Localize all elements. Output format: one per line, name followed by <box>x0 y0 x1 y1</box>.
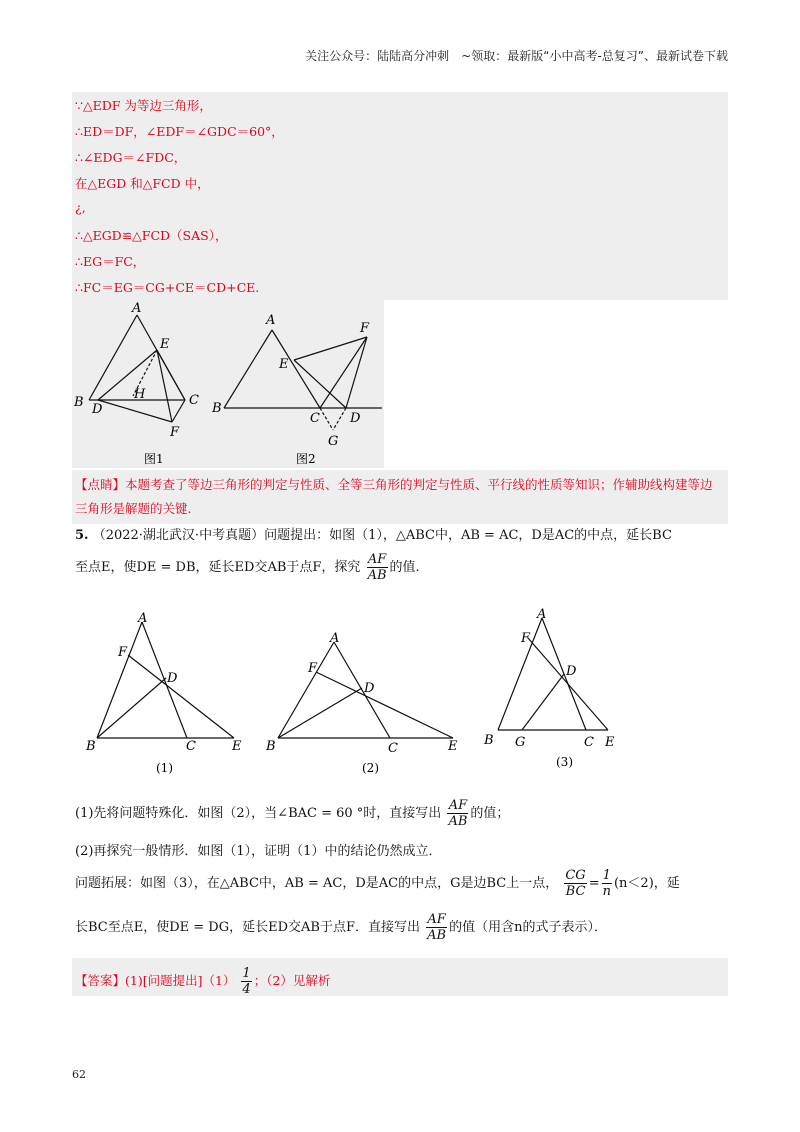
q5-fig3-label-a: A <box>537 607 547 622</box>
fig1-label-c: C <box>189 393 199 408</box>
fig2-label-b: B <box>212 401 222 416</box>
fig1-label-f: F <box>170 425 180 440</box>
question-line2a: 至点E，使DE = DB，延长ED交AB于点F，探究 <box>75 560 361 575</box>
q5-fig3-label-e: E <box>605 735 615 750</box>
q5-fig1-label-e: E <box>232 739 242 754</box>
q5-fig1-label-d: D <box>167 671 178 686</box>
question5-ext1 <box>75 868 680 899</box>
figure-q5-svg <box>72 600 632 780</box>
fig2-label-a: A <box>266 313 276 328</box>
question5-part2: (2)再探究一般情形．如图（1），证明（1）中的结论仍然成立． <box>75 844 442 859</box>
fig1-label-a: A <box>132 301 142 316</box>
fraction-af-ab-ext: $\frac{AF}{AB}$ <box>427 912 447 943</box>
dianjing-tag: 【点睛】 <box>75 477 126 492</box>
dianjing-note <box>72 470 728 524</box>
q5-fig2-label-e: E <box>448 739 458 754</box>
fig2-label-c: C <box>310 411 320 426</box>
answer-block <box>72 958 728 996</box>
fig2-label-e: E <box>279 357 289 372</box>
q5-fig2-label-a: A <box>330 631 340 646</box>
q5-caption-3: (3) <box>556 755 573 769</box>
fig2-label-d: D <box>350 411 361 426</box>
solution-line: ∴FC＝EG＝CG+CE＝CD+CE. <box>75 280 260 295</box>
question-number: 5. <box>75 528 89 543</box>
solution-line: ¿, <box>75 200 86 215</box>
q5-fig3-label-c: C <box>584 735 594 750</box>
q5-fig2-label-b: B <box>266 739 276 754</box>
q5-fig3-label-g: G <box>515 735 526 750</box>
solution-line: ∴ED＝DF，∠EDF＝∠GDC＝60°， <box>75 124 284 139</box>
fraction-cg-bc: $\frac{CG}{BC}$ <box>565 868 586 899</box>
fig1-label-e: E <box>160 337 170 352</box>
fig2-label-g: G <box>328 434 339 449</box>
q5-fig1-label-c: C <box>186 739 196 754</box>
q5-fig3-label-f: F <box>521 631 531 646</box>
answer-text1: (1)[问题提出]（1） <box>125 973 236 988</box>
fig1-label-h: H <box>134 387 146 402</box>
solution-line: ∵△EDF 为等边三角形， <box>75 98 212 113</box>
question-line2b: 的值. <box>389 560 420 575</box>
q5-fig2-label-c: C <box>388 741 398 756</box>
q5-fig3-label-b: B <box>484 733 494 748</box>
ext2-text-b: 的值（用含n的式子表示）． <box>449 920 607 935</box>
equals-sign: = <box>588 876 600 891</box>
header-note: 关注公众号：陆陆高分冲刺 ~领取：最新版“小中高考-总复习”、最新试卷下载 <box>305 49 728 63</box>
q5-fig1-label-b: B <box>86 739 96 754</box>
fig2-label-f: F <box>360 321 370 336</box>
figure-q5 <box>72 600 632 780</box>
fig1-caption: 图1 <box>144 452 164 466</box>
part1-text-a: (1)先将问题特殊化．如图（2），当∠BAC = 60 °时，直接写出 <box>75 806 442 821</box>
ext1-text-a: 问题拓展：如图（3），在△ABC中，AB = AC，D是AC的中点，G是边BC上一点， <box>75 876 559 891</box>
fraction-af-ab-part1: $\frac{AF}{AB}$ <box>448 798 468 829</box>
ext2-text-a: 长BC至点E，使DE = DG，延长ED交AB于点F．直接写出 <box>75 920 420 935</box>
fraction-1-n: $\frac{1}{n}$ <box>602 868 611 899</box>
dianjing-text: 本题考查了等边三角形的判定与性质、全等三角形的判定与性质、平行线的性质等知识；作辅助线构建等边三角形是解题的关键. <box>75 477 713 516</box>
q5-fig2-label-f: F <box>308 661 318 676</box>
solution-line: ∴△EGD≌△FCD（SAS）， <box>75 228 228 243</box>
fig1-label-d: D <box>92 402 103 417</box>
answer-text2: ；（2）见解析 <box>253 973 331 988</box>
question-line1-text: 问题提出：如图（1），△ABC中，AB = AC，D是AC的中点，延长BC <box>264 528 672 543</box>
figure-1-2-svg <box>72 300 384 468</box>
question5-ext2 <box>75 912 607 943</box>
question5-line1 <box>75 524 672 543</box>
q5-caption-1: (1) <box>156 761 173 775</box>
solution-block <box>72 92 728 300</box>
q5-fig2-label-d: D <box>364 681 375 696</box>
q5-fig1-label-f: F <box>118 645 128 660</box>
part1-text-b: 的值； <box>470 806 510 821</box>
q5-fig3-label-d: D <box>566 664 577 679</box>
q5-fig1-label-a: A <box>138 611 148 626</box>
solution-line: ∴EG＝FC， <box>75 254 146 269</box>
question-source: （2022·湖北武汉·中考真题） <box>92 528 265 543</box>
solution-line: 在△EGD 和△FCD 中， <box>75 176 210 191</box>
ext1-text-b: (n＜2)，延 <box>613 876 680 891</box>
figure-1-2 <box>72 300 384 468</box>
q5-caption-2: (2) <box>362 761 379 775</box>
fig1-label-b: B <box>74 395 84 410</box>
answer-tag: 【答案】 <box>75 973 126 988</box>
question5-part1 <box>75 798 509 829</box>
fraction-af-ab: $\frac{AF}{AB}$ <box>367 552 387 583</box>
answer-fraction: $\frac{1}{4}$ <box>242 966 251 997</box>
solution-line: ∴∠EDG＝∠FDC， <box>75 150 187 165</box>
fig2-caption: 图2 <box>296 452 316 466</box>
question5-line2 <box>75 552 420 583</box>
page-number: 62 <box>72 1068 86 1081</box>
